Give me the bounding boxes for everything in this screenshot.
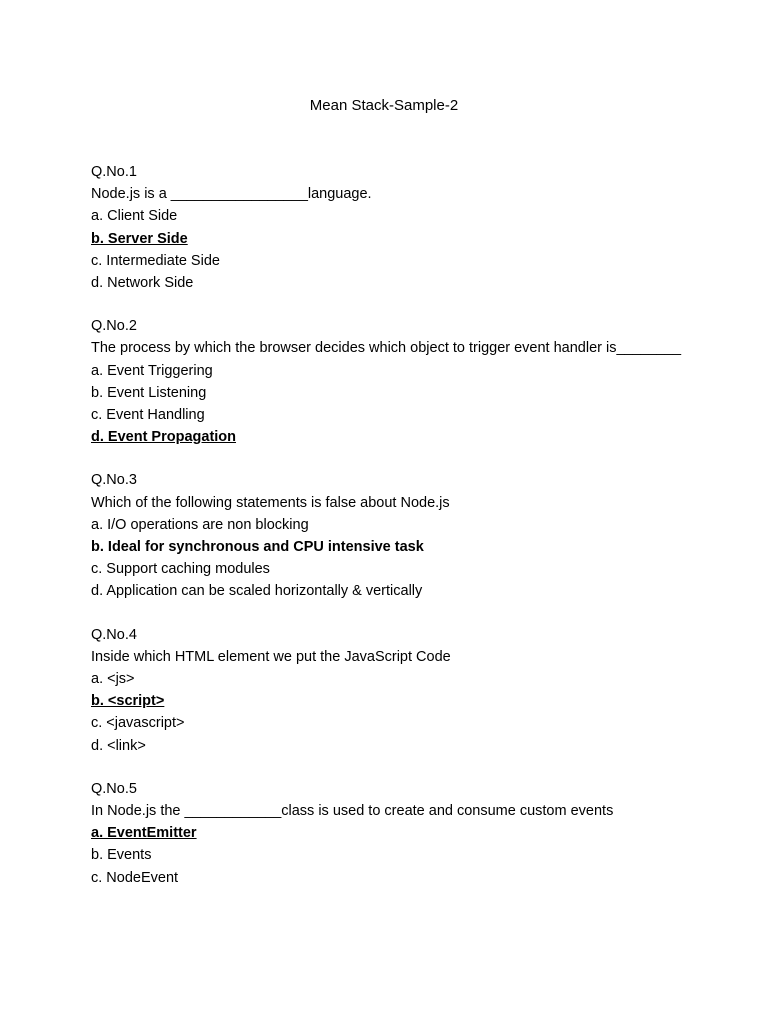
question-label: Q.No.3: [91, 472, 137, 489]
question-stem: Which of the following statements is false about Node.js: [91, 494, 450, 511]
option-a: a. Client Side: [91, 208, 178, 225]
option-a: a. Event Triggering: [91, 362, 213, 379]
option-b: b. Events: [91, 847, 152, 864]
question-stem: The process by which the browser decides which object to trigger event handler is________: [91, 340, 682, 357]
option-d: d. Network Side: [91, 275, 194, 292]
option-d-correct: d. Event Propagation: [91, 429, 237, 446]
option-c: c. Event Handling: [91, 407, 205, 424]
option-c: c. <javascript>: [91, 715, 185, 732]
option-a: a. <js>: [91, 671, 135, 688]
question-list: [91, 161, 731, 910]
question-label: Q.No.2: [91, 318, 137, 335]
question-3: [91, 469, 731, 602]
question-label: Q.No.1: [91, 164, 137, 180]
option-a-correct: a. EventEmitter: [91, 825, 197, 842]
question-stem: Node.js is a _________________language.: [91, 186, 372, 203]
question-4: [91, 624, 731, 757]
question-label: Q.No.5: [91, 780, 137, 797]
option-a: a. I/O operations are non blocking: [91, 516, 309, 533]
question-stem: Inside which HTML element we put the JavaScript Code: [91, 648, 451, 665]
option-b: b. Event Listening: [91, 384, 207, 401]
option-c: c. NodeEvent: [91, 869, 179, 886]
question-5: [91, 778, 731, 889]
option-d: d. <link>: [91, 737, 146, 754]
option-b-correct: b. <script>: [91, 693, 165, 710]
option-b-correct: b. Ideal for synchronous and CPU intensive task: [91, 539, 424, 556]
question-2: [91, 315, 731, 448]
question-1: [91, 161, 731, 294]
document-title: Mean Stack-Sample-2: [309, 97, 459, 114]
option-c: c. Support caching modules: [91, 561, 270, 578]
question-label: Q.No.4: [91, 626, 137, 643]
option-c: c. Intermediate Side: [91, 252, 220, 269]
option-d: d. Application can be scaled horizontally & vertically: [91, 583, 423, 600]
question-stem: In Node.js the ____________class is used to create and consume custom events: [91, 803, 614, 820]
option-b-correct: b. Server Side: [91, 230, 188, 247]
